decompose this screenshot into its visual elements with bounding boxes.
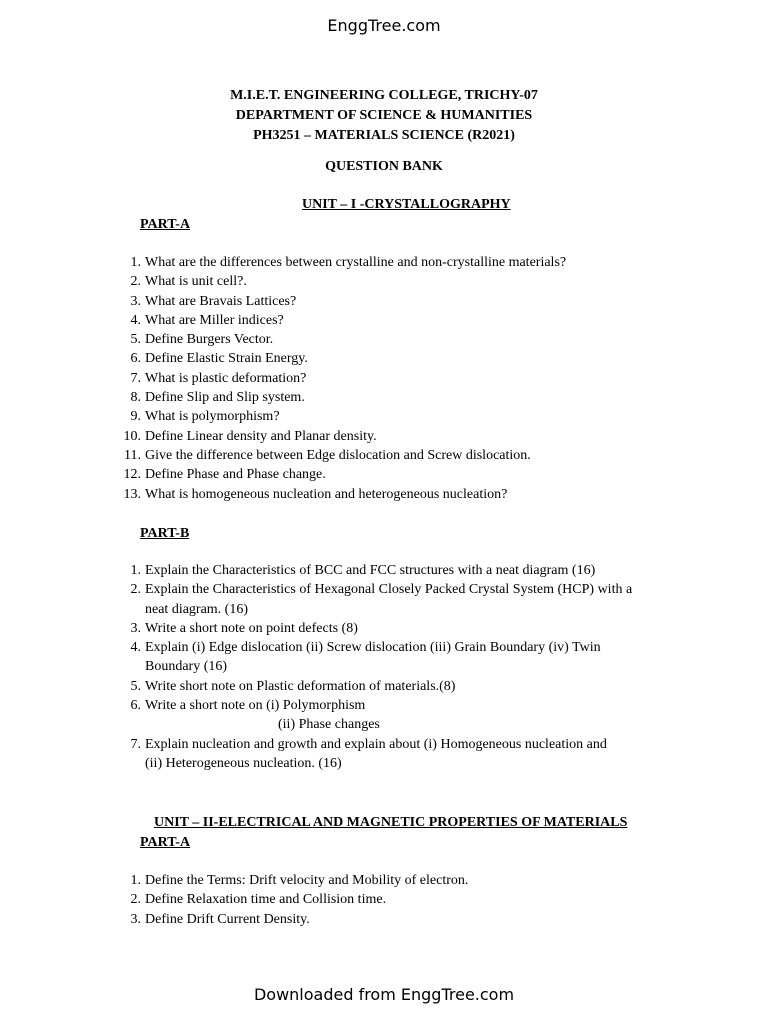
question-number: 10.: [123, 428, 141, 444]
unit2-title: UNIT – II-ELECTRICAL AND MAGNETIC PROPERTIES OF MATERIALS: [154, 815, 628, 830]
question-number: 4.: [130, 640, 141, 656]
unit1-part-a-question-5: [130, 330, 745, 349]
question-number: 6.: [130, 351, 141, 367]
question-text: Define Drift Current Density.: [145, 911, 310, 927]
unit1-part-a-list: [123, 253, 745, 504]
unit1-title: UNIT – I -CRYSTALLOGRAPHY: [302, 197, 511, 212]
question-text-continued: (ii) Phase changes: [278, 717, 380, 733]
question-number: 13.: [123, 486, 141, 502]
question-text: Explain the Characteristics of BCC and FCC structures with a neat diagram (16): [145, 563, 596, 578]
unit1-part-a-question-4: [130, 311, 745, 330]
question-text: What are the differences between crystalline and non-crystalline materials?: [145, 255, 567, 270]
question-bank-title: QUESTION BANK: [325, 159, 443, 174]
site-footer: Downloaded from EnggTree.com: [253, 985, 515, 1004]
question-number: 4.: [130, 312, 141, 328]
unit1-part-a-question-2: [130, 272, 745, 291]
question-text: Define Slip and Slip system.: [145, 390, 305, 406]
question-number: 12.: [123, 467, 141, 483]
unit1-part-b-question-5: [130, 677, 745, 696]
unit1-part-a-question-3: [130, 292, 745, 311]
question-text: Define the Terms: Drift velocity and Mobility of electron.: [145, 873, 469, 888]
unit1-part-a-question-9: [130, 407, 745, 426]
unit1-part-a-question-7: [130, 369, 745, 388]
question-number: 1.: [130, 563, 141, 578]
question-number: 2.: [130, 892, 141, 908]
question-text: Define Burgers Vector.: [145, 332, 274, 348]
question-text-continued: (ii) Heterogeneous nucleation. (16): [145, 755, 342, 771]
unit1-part-b-question-3: [130, 619, 745, 638]
department-name: DEPARTMENT OF SCIENCE & HUMANITIES: [235, 108, 533, 123]
question-text: What is polymorphism?: [145, 409, 280, 425]
question-text: Write short note on Plastic deformation of materials.(8): [145, 678, 456, 694]
unit1-part-a-question-6: [130, 349, 745, 368]
question-number: 3.: [130, 620, 141, 636]
unit2-part-a-title: PART-A: [140, 835, 191, 850]
unit1-part-b-question-1: [130, 561, 745, 580]
question-text-continued: Boundary (16): [145, 659, 228, 675]
unit1-part-b-title: PART-B: [140, 526, 190, 541]
question-text: Write a short note on point defects (8): [145, 620, 358, 636]
unit2-part-a-question-3: [130, 910, 745, 929]
question-number: 11.: [124, 447, 141, 463]
unit1-part-a-question-8: [130, 388, 745, 407]
question-number: 1.: [130, 873, 141, 888]
question-text: Explain (i) Edge dislocation (ii) Screw dislocation (iii) Grain Boundary (iv) Twin: [145, 640, 601, 656]
question-text: Explain nucleation and growth and explain about (i) Homogeneous nucleation and: [145, 736, 607, 752]
question-text: Define Elastic Strain Energy.: [145, 351, 308, 367]
college-name: M.I.E.T. ENGINEERING COLLEGE, TRICHY-07: [230, 88, 538, 103]
question-text: What is homogeneous nucleation and heterogeneous nucleation?: [145, 486, 508, 502]
question-number: 7.: [130, 370, 141, 386]
question-number: 2.: [130, 582, 141, 598]
unit2-part-a-question-2: [130, 890, 745, 909]
question-number: 2.: [130, 274, 141, 290]
unit1-part-a-question-12: [123, 465, 745, 484]
unit1-part-a-question-10: [123, 427, 745, 446]
question-text: Define Phase and Phase change.: [145, 467, 326, 483]
question-number: 3.: [130, 293, 141, 309]
question-text: What is unit cell?.: [145, 274, 247, 290]
unit1-part-a-title: PART-A: [140, 217, 191, 232]
question-text: What are Miller indices?: [145, 312, 284, 328]
unit1-part-b-question-2: [130, 580, 745, 619]
question-text: Write a short note on (i) Polymorphism: [145, 698, 366, 714]
question-number: 9.: [130, 409, 141, 425]
site-header: EnggTree.com: [327, 16, 441, 35]
unit1-part-a-question-11: [124, 446, 745, 465]
unit1-part-a-question-13: [123, 485, 745, 504]
unit1-part-b-question-4: [130, 638, 745, 677]
question-text: What is plastic deformation?: [145, 370, 307, 386]
unit1-part-b-question-7: [130, 735, 745, 774]
unit1-part-b-list: [130, 561, 745, 773]
question-number: 6.: [130, 698, 141, 714]
unit1-part-b-question-6: [130, 696, 745, 735]
question-number: 5.: [130, 332, 141, 348]
unit1-part-a-question-1: [130, 253, 745, 272]
question-number: 8.: [130, 390, 141, 406]
question-text: Explain the Characteristics of Hexagonal Closely Packed Crystal System (HCP) with a: [145, 582, 633, 598]
question-text: Give the difference between Edge dislocation and Screw dislocation.: [145, 447, 531, 463]
unit2-part-a-list: [130, 871, 745, 929]
question-text-continued: neat diagram. (16): [145, 601, 249, 617]
course-title: PH3251 – MATERIALS SCIENCE (R2021): [253, 128, 515, 143]
question-number: 5.: [130, 678, 141, 694]
question-text: Define Relaxation time and Collision time.: [145, 892, 387, 908]
question-number: 3.: [130, 911, 141, 927]
question-text: What are Bravais Lattices?: [145, 293, 297, 309]
question-number: 7.: [130, 736, 141, 752]
question-number: 1.: [130, 255, 141, 270]
unit2-part-a-question-1: [130, 871, 745, 890]
question-text: Define Linear density and Planar density.: [145, 428, 377, 444]
